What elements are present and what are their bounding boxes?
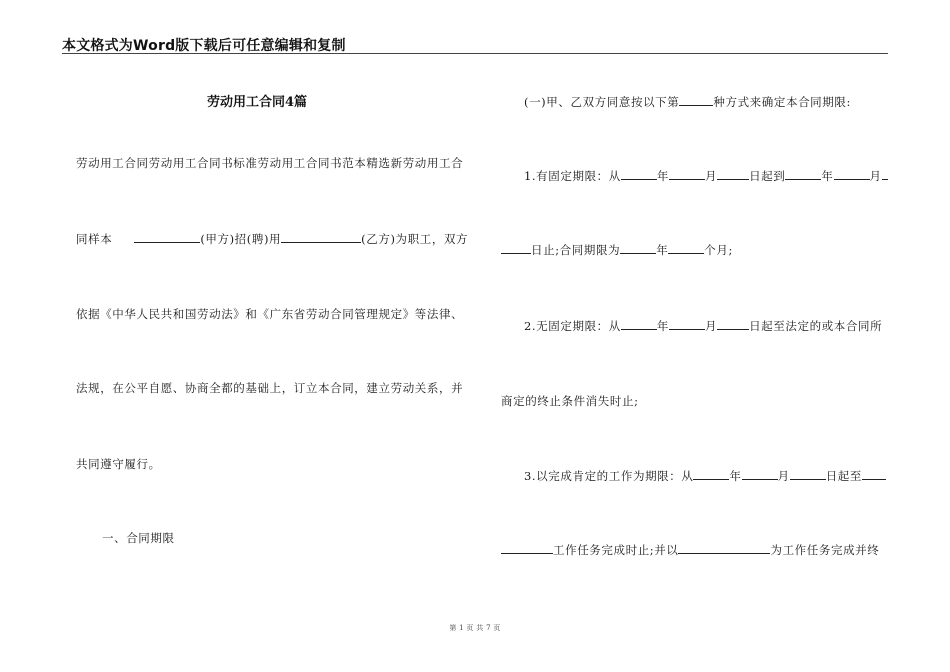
open-term-line-cont: 商定的终止条件消失时止; [501, 394, 639, 408]
party-b-blank [281, 231, 361, 243]
party-a-blank [134, 231, 200, 243]
paragraph-line-4: 法规，在公平自愿、协商全都的基础上，订立本合同，建立劳动关系，并 [76, 381, 464, 395]
section-heading-term: 一、合同期限 [102, 531, 175, 545]
r6-suffix: 日起至 [825, 469, 863, 483]
r6-prefix: 3.以完成肯定的工作为期限：从 [524, 469, 694, 483]
month-label: 月 [704, 169, 718, 183]
task-name-blank [501, 542, 553, 554]
start-day-blank [717, 168, 749, 180]
r7-suffix: 为工作任务完成并终 [770, 543, 880, 557]
paragraph-line-5: 共同遵守履行。 [76, 457, 161, 471]
r3-suffix: 日止;合同期限为 [531, 243, 621, 257]
method-number-blank [679, 94, 713, 106]
paragraph-line-2 [76, 231, 468, 247]
paragraph-line-3: 依据《中华人民共和国劳动法》和《广东省劳动合同管理规定》等法律、 [76, 307, 464, 321]
task-day-blank [790, 468, 826, 480]
fixed-term-line-cont [501, 242, 733, 258]
duration-years-blank [620, 242, 656, 254]
task-term-line-cont [501, 542, 879, 558]
line2-prefix: 同样本 [76, 232, 113, 246]
paragraph-line-1: 劳动用工合同劳动用工合同书标准劳动用工合同书范本精选新劳动用工合 [76, 156, 464, 170]
open-month-blank [669, 318, 705, 330]
year-label-3: 年 [656, 243, 669, 257]
task-term-line [524, 468, 886, 484]
start-month-blank [669, 168, 705, 180]
completion-mark-blank [678, 542, 770, 554]
open-year-blank [621, 318, 657, 330]
r4-prefix: 2.无固定期限：从 [524, 319, 621, 333]
end-year-blank [785, 168, 821, 180]
months-label: 个月; [704, 243, 733, 257]
r4-suffix: 日起至法定的或本合同所 [749, 319, 883, 333]
line2-party-b: (乙方)为职工，双方 [361, 232, 469, 246]
year-label-2: 年 [821, 169, 834, 183]
year-label-5: 年 [729, 469, 742, 483]
end-day-blank-cont [501, 242, 531, 254]
duration-months-blank [668, 242, 704, 254]
open-term-line [524, 318, 882, 334]
document-banner: 本文格式为Word版下载后可任意编辑和复制 [62, 38, 346, 54]
r1-prefix: (一)甲、乙双方同意按以下第 [524, 95, 680, 109]
end-day-blank [882, 168, 888, 180]
line2-party-a: (甲方)招(聘)用 [200, 232, 282, 246]
fixed-term-line [524, 168, 888, 184]
year-label: 年 [656, 169, 669, 183]
task-year-blank [693, 468, 729, 480]
year-label-4: 年 [656, 319, 669, 333]
r1-suffix: 种方式来确定本合同期限: [713, 95, 851, 109]
term-method-line [524, 94, 851, 110]
task-end-blank [862, 468, 886, 480]
r7-mid: 工作任务完成时止;并以 [553, 543, 679, 557]
document-title: 劳动用工合同4篇 [207, 95, 308, 110]
month-label-2: 月 [869, 169, 882, 183]
r2-prefix: 1.有固定期限：从 [524, 169, 621, 183]
open-day-blank [717, 318, 749, 330]
end-month-blank [834, 168, 870, 180]
banner-divider [62, 53, 888, 54]
start-year-blank [621, 168, 657, 180]
task-month-blank [742, 468, 778, 480]
month-label-4: 月 [704, 319, 718, 333]
page-number: 第 1 页 共 7 页 [449, 624, 501, 632]
month-label-5: 月 [777, 469, 790, 483]
day-from-label: 日起到 [749, 169, 786, 183]
